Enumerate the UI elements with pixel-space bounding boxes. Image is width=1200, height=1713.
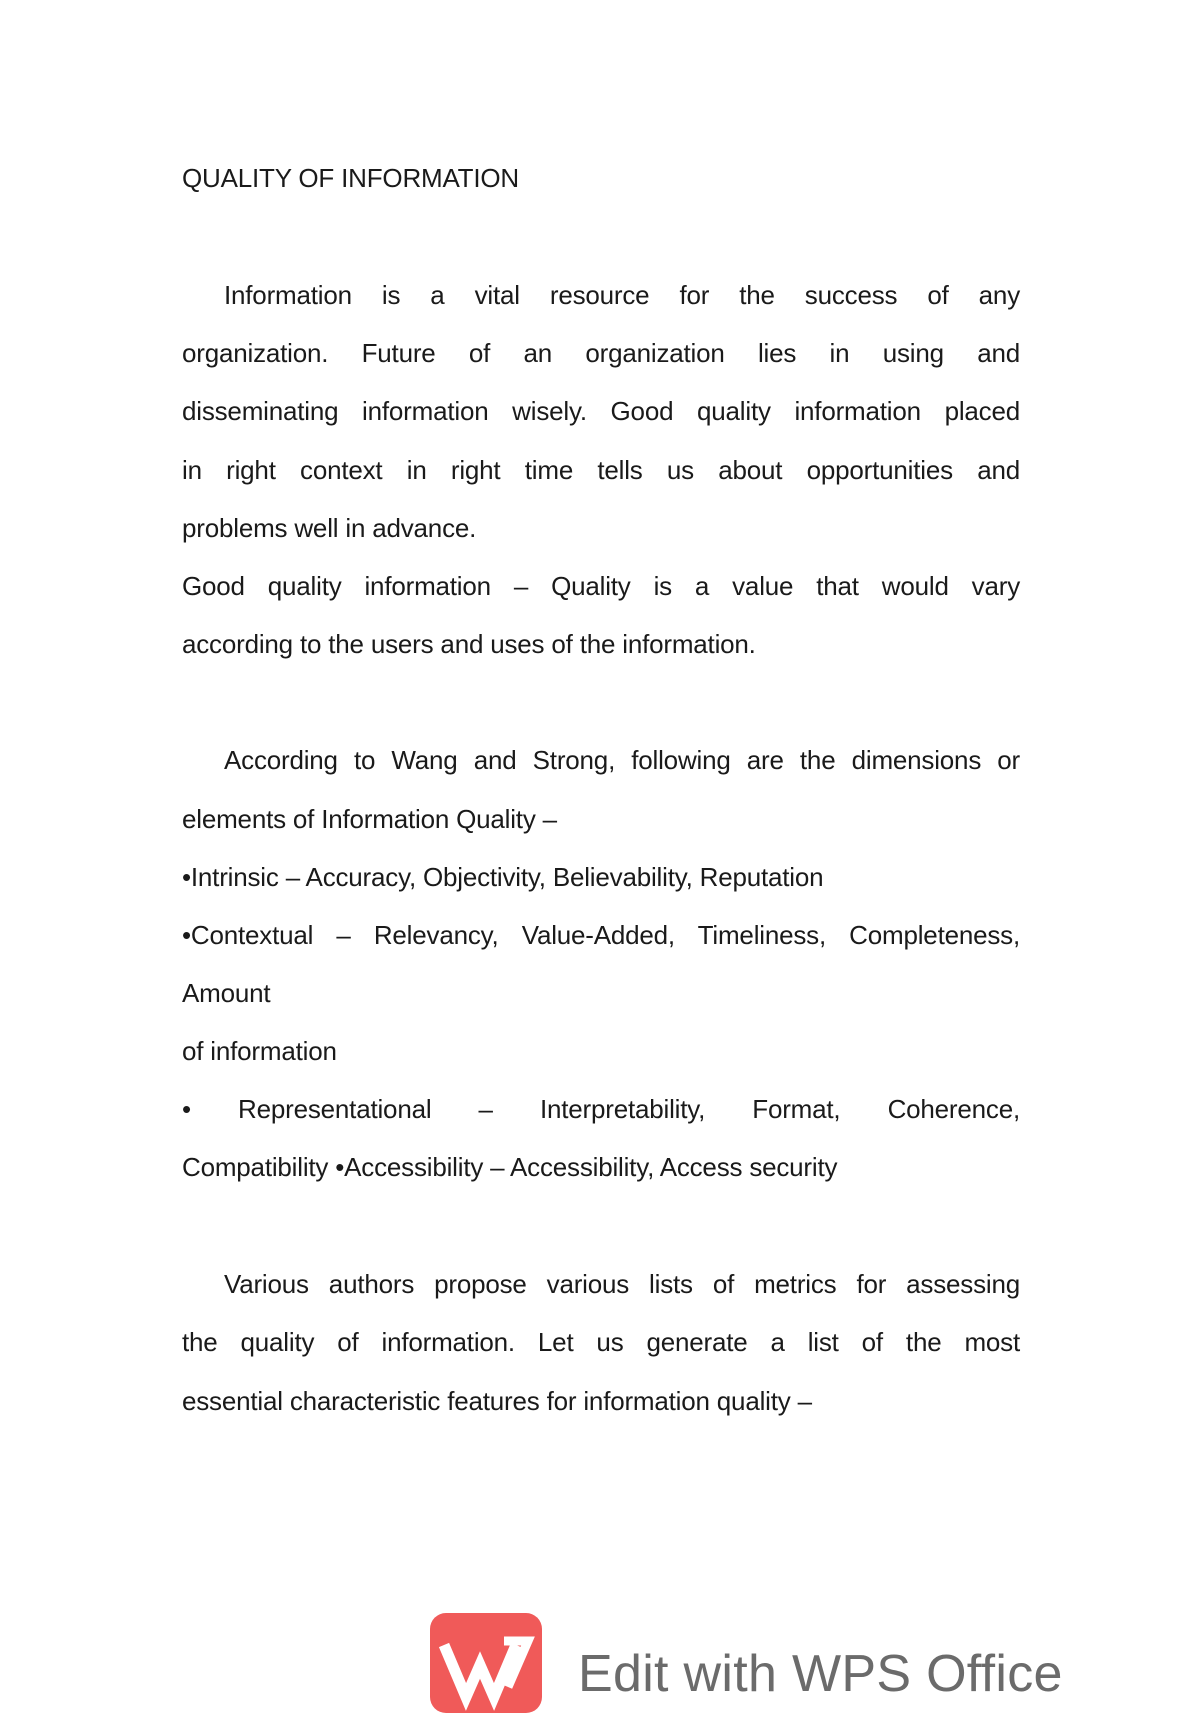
paragraph-line: in right context in right time tells us about opportunities and bbox=[182, 455, 1020, 485]
paragraph-line: of information bbox=[182, 1036, 337, 1066]
page-title: QUALITY OF INFORMATION bbox=[182, 163, 519, 193]
paragraph-line: Amount bbox=[182, 978, 271, 1008]
bullet-line: •Intrinsic – Accuracy, Objectivity, Believability, Reputation bbox=[182, 862, 824, 892]
paragraph-line: the quality of information. Let us generate a list of the most bbox=[182, 1327, 1020, 1357]
paragraph-line: elements of Information Quality – bbox=[182, 804, 557, 834]
paragraph-line: According to Wang and Strong, following are the dimensions or bbox=[224, 745, 1020, 775]
paragraph-line: problems well in advance. bbox=[182, 513, 477, 543]
paragraph-line: Information is a vital resource for the success of any bbox=[224, 280, 1020, 310]
paragraph-line: according to the users and uses of the information. bbox=[182, 629, 756, 659]
bullet-line: Compatibility •Accessibility – Accessibility, Access security bbox=[182, 1152, 838, 1182]
paragraph-line: Various authors propose various lists of metrics for assessing bbox=[224, 1269, 1020, 1299]
bullet-line: • Representational – Interpretability, Format, Coherence, bbox=[182, 1094, 1020, 1124]
bullet-line: •Contextual – Relevancy, Value-Added, Timeliness, Completeness, bbox=[182, 920, 1020, 950]
wps-logo-icon bbox=[430, 1613, 542, 1713]
paragraph-line: disseminating information wisely. Good quality information placed bbox=[182, 396, 1020, 426]
paragraph-line: Good quality information – Quality is a value that would vary bbox=[182, 571, 1020, 601]
watermark-text: Edit with WPS Office bbox=[578, 1645, 1063, 1703]
paragraph-line: organization. Future of an organization lies in using and bbox=[182, 338, 1020, 368]
paragraph-line: essential characteristic features for information quality – bbox=[182, 1386, 812, 1416]
